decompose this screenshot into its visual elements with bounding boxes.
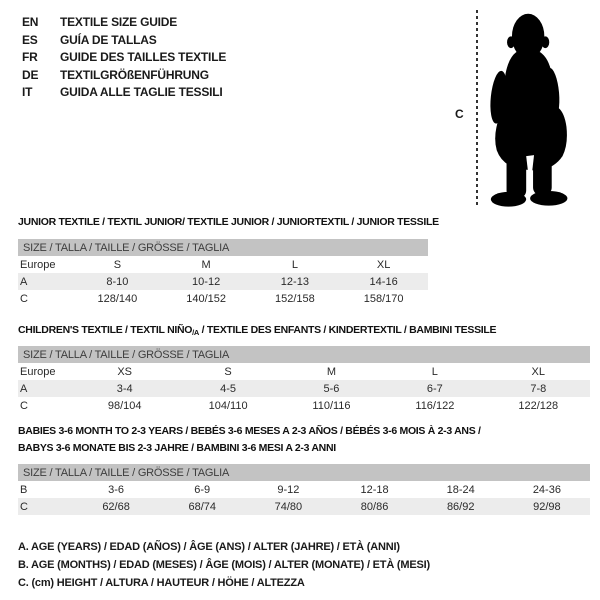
language-title: GUIDE DES TAILLES TEXTILE: [60, 50, 227, 64]
babies-size-table: [18, 464, 590, 515]
row-label: B: [20, 483, 28, 496]
size-cell: M: [326, 365, 337, 378]
value-cell: 98/104: [107, 399, 142, 412]
value-cell: 128/140: [97, 292, 138, 305]
value-cell: 92/98: [504, 498, 590, 515]
value-cell: 140/152: [186, 292, 226, 305]
value-cell: 104/110: [208, 399, 248, 412]
size-header-bar: [18, 239, 428, 256]
size-cell: XS: [117, 365, 133, 378]
table-row-region: [18, 256, 428, 273]
children-title-pre: CHILDREN'S TEXTILE / TEXTIL NIÑO: [18, 324, 193, 336]
language-title: TEXTILGRÖßENFÜHRUNG: [60, 67, 209, 82]
footnote-age-months: B. AGE (MONTHS) / EDAD (MESES) / ÂGE (MOIS) / ALTER (MONATE) / ETÀ (MESI): [18, 559, 430, 571]
height-measure-dashed-line: [476, 10, 478, 206]
height-measure-label: C: [455, 107, 464, 121]
babies-title-line1: BABIES 3-6 MONTH TO 2-3 YEARS / BEBÉS 3-6 MESES A 2-3 AÑOS / BÉBÉS 3-6 MOIS À 2-3 ANS /: [18, 425, 481, 437]
value-cell: 158/170: [363, 292, 404, 305]
value-cell: 3-4: [73, 380, 176, 397]
value-cell: 152/158: [274, 292, 315, 305]
size-header-bar: [18, 346, 590, 363]
size-cell: XL: [531, 365, 546, 378]
value-cell: 4-5: [176, 380, 279, 397]
footnotes-block: [18, 538, 430, 592]
baby-silhouette-icon: [482, 5, 590, 210]
value-cell: 110/116: [312, 399, 351, 412]
value-cell: 74/80: [245, 498, 331, 515]
value-cell: 7-8: [487, 380, 590, 397]
table-row-months: [18, 481, 590, 498]
row-label: C: [20, 292, 28, 305]
row-label: Europe: [20, 258, 56, 271]
language-row-en: [22, 14, 226, 32]
value-cell: 6-7: [383, 380, 486, 397]
row-label: C: [18, 498, 73, 515]
row-label: Europe: [20, 365, 56, 378]
size-header-bar: [18, 464, 590, 481]
children-title-subscript: /A: [192, 328, 200, 337]
language-code: FR: [22, 50, 38, 64]
value-cell: 5-6: [280, 380, 383, 397]
language-title: GUIDA ALLE TAGLIE TESSILI: [60, 85, 223, 99]
language-code: EN: [22, 15, 39, 29]
table-row-height: [18, 397, 590, 414]
children-size-table: [18, 346, 590, 414]
size-cell: S: [224, 365, 232, 378]
table-row-region: [18, 363, 590, 380]
value-cell: 62/68: [73, 498, 159, 515]
table-row-height: [18, 290, 428, 307]
row-label: A: [18, 273, 73, 290]
babies-table-title: [18, 423, 578, 456]
value-cell: 68/74: [159, 498, 245, 515]
language-row-fr: [22, 49, 226, 67]
size-cell: XL: [376, 258, 391, 271]
value-cell: 80/86: [331, 498, 417, 515]
babies-title-line2: BABYS 3-6 MONATE BIS 2-3 JAHRE / BAMBINI 3-6 MESI A 2-3 ANNI: [18, 441, 336, 454]
value-cell: 9-12: [277, 483, 300, 496]
value-cell: 122/128: [518, 399, 559, 412]
language-title-block: [22, 14, 226, 102]
table-row-age: [18, 380, 590, 397]
language-title: TEXTILE SIZE GUIDE: [60, 15, 178, 29]
junior-size-table: [18, 239, 428, 307]
table-row-height: [18, 498, 590, 515]
size-header-label: SIZE / TALLA / TAILLE / GRÖSSE / TAGLIA: [18, 464, 590, 481]
junior-table-title: JUNIOR TEXTILE / TEXTIL JUNIOR/ TEXTILE JUNIOR / JUNIORTEXTIL / JUNIOR TESSILE: [18, 216, 439, 228]
language-code: IT: [22, 85, 33, 99]
size-cell: L: [431, 365, 438, 378]
size-header-label: SIZE / TALLA / TAILLE / GRÖSSE / TAGLIA: [18, 346, 590, 363]
value-cell: 3-6: [108, 483, 125, 496]
children-table-title: [18, 324, 496, 336]
children-title-post: / TEXTILE DES ENFANTS / KINDERTEXTIL / BAMBINI TESSILE: [199, 324, 497, 336]
value-cell: 12-13: [251, 273, 340, 290]
value-cell: 116/122: [415, 399, 455, 412]
language-title: GUÍA DE TALLAS: [60, 32, 157, 47]
language-row-de: [22, 67, 226, 85]
value-cell: 18-24: [446, 483, 475, 496]
language-code: ES: [22, 32, 38, 47]
value-cell: 14-16: [339, 273, 428, 290]
value-cell: 86/92: [418, 498, 504, 515]
footnote-height: C. (cm) HEIGHT / ALTURA / HAUTEUR / HÖHE / ALTEZZA: [18, 577, 305, 589]
language-row-it: [22, 84, 226, 102]
language-row-es: [22, 32, 226, 50]
value-cell: 10-12: [162, 273, 251, 290]
table-row-age: [18, 273, 428, 290]
size-header-label: SIZE / TALLA / TAILLE / GRÖSSE / TAGLIA: [18, 239, 428, 256]
size-cell: S: [113, 258, 122, 271]
footnote-age-years: A. AGE (YEARS) / EDAD (AÑOS) / ÂGE (ANS) / ALTER (JAHRE) / ETÀ (ANNI): [18, 541, 400, 553]
value-cell: 6-9: [194, 483, 211, 496]
size-cell: M: [201, 258, 211, 271]
row-label: C: [20, 399, 28, 412]
language-code: DE: [22, 67, 39, 82]
row-label: A: [18, 380, 73, 397]
value-cell: 8-10: [73, 273, 162, 290]
size-cell: L: [291, 258, 298, 271]
value-cell: 12-18: [360, 483, 389, 496]
value-cell: 24-36: [532, 483, 561, 496]
